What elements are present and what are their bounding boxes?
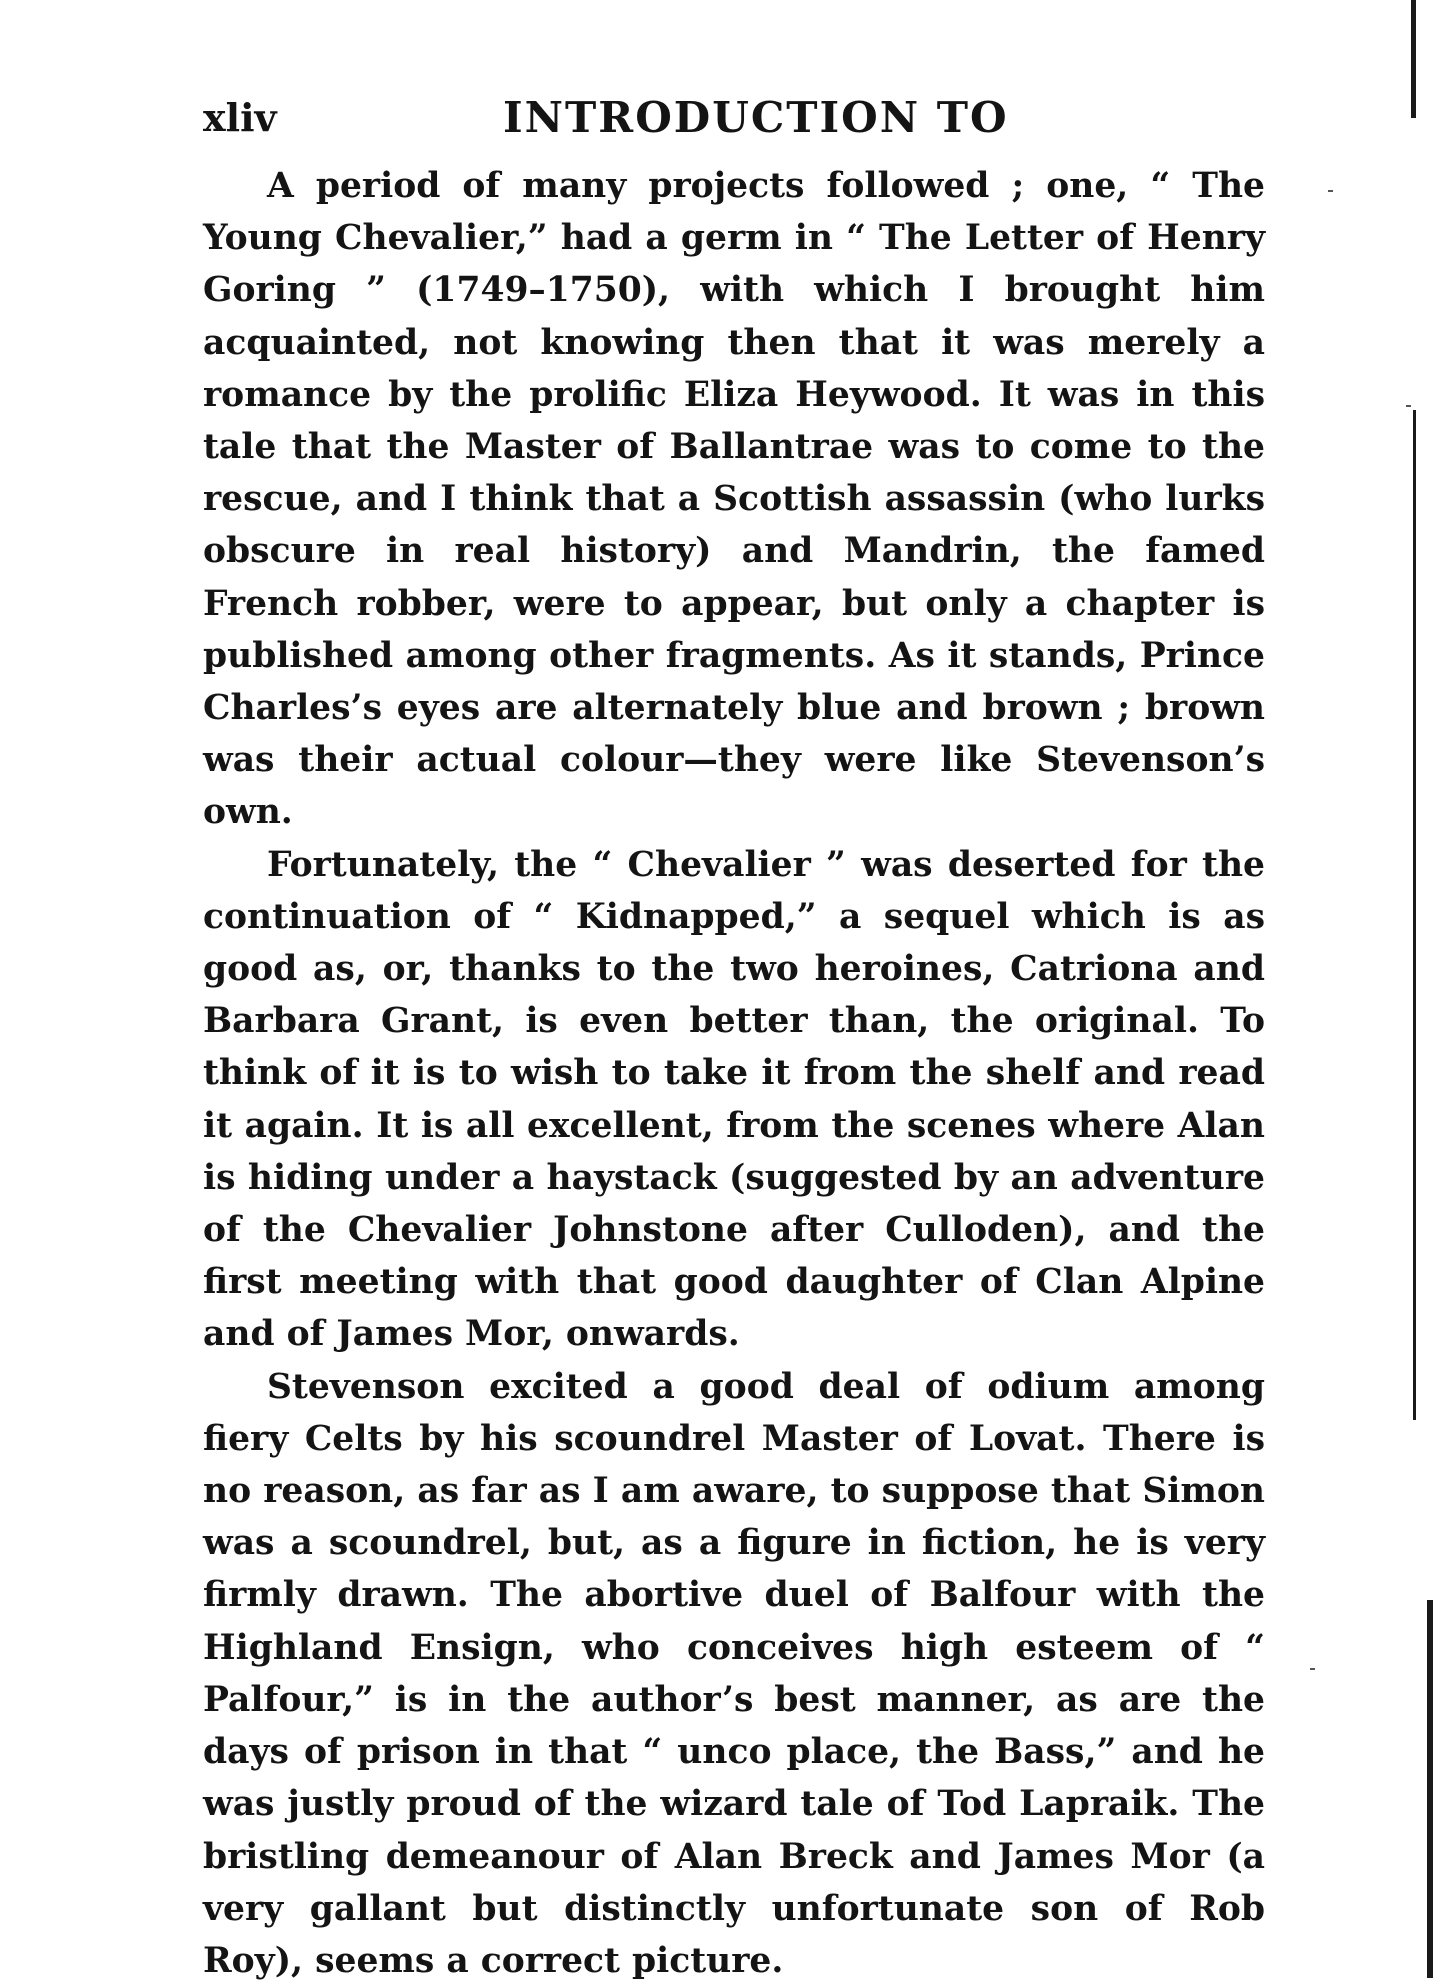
paragraph-3: Stevenson excited a good deal of odium among fiery Celts by his scoundrel Master of Lovat. There is no reason, as far as I am aware, to suppose that Simon was a scoundrel, but, as a figure in fiction, he is very firmly drawn. The abortive duel of Balfour with the Highland Ensign, who conceives high esteem of “ Palfour,” is in the author’s best manner, as are the days of prison in that “ unco place, the Bass,” and he was justly proud of the wizard tale of Tod Lapraik. The bristling demeanour of Alan Breck and James Mor (a very gallant but distinctly unfortunate son of Rob Roy), seems a correct picture.	[203, 1366, 1265, 1981]
running-title: INTRODUCTION TO	[503, 93, 1009, 142]
scan-speck	[1328, 190, 1333, 192]
running-head	[203, 88, 1265, 148]
paragraph-1: A period of many projects followed ; one, “ The Young Chevalier,” had a germ in “ The Letter of Henry Goring ” (1749–1750), with which I brought him acquainted, not knowing then that it was merely a romance by the prolific Eliza Heywood. It was in this tale that the Master of Ballantrae was to come to the rescue, and I think that a Scottish assassin (who lurks obscure in real history) and Mandrin, the famed French robber, were to appear, but only a chapter is published among other fragments. As it stands, Prince Charles’s eyes are alternately blue and brown ; brown was their actual colour—they were like Stevenson’s own.	[203, 166, 1265, 833]
binding-edge-line	[1413, 410, 1416, 1420]
body-text	[203, 160, 1265, 1987]
binding-edge-line	[1427, 1600, 1433, 1978]
scan-speck	[1406, 405, 1411, 407]
scan-speck	[1310, 1668, 1315, 1670]
paragraph-2: Fortunately, the “ Chevalier ” was deserted for the continuation of “ Kidnapped,” a sequel which is as good as, or, thanks to the two heroines, Catriona and Barbara Grant, is even better than, the original. To think of it is to wish to take it from the shelf and read it again. It is all excellent, from the scenes where Alan is hiding under a haystack (suggested by an adventure of the Chevalier Johnstone after Culloden), and the first meeting with that good daughter of Clan Alpine and of James Mor, onwards.	[203, 844, 1265, 1355]
page-number: xliv	[203, 95, 277, 140]
binding-edge-line	[1411, 0, 1416, 118]
